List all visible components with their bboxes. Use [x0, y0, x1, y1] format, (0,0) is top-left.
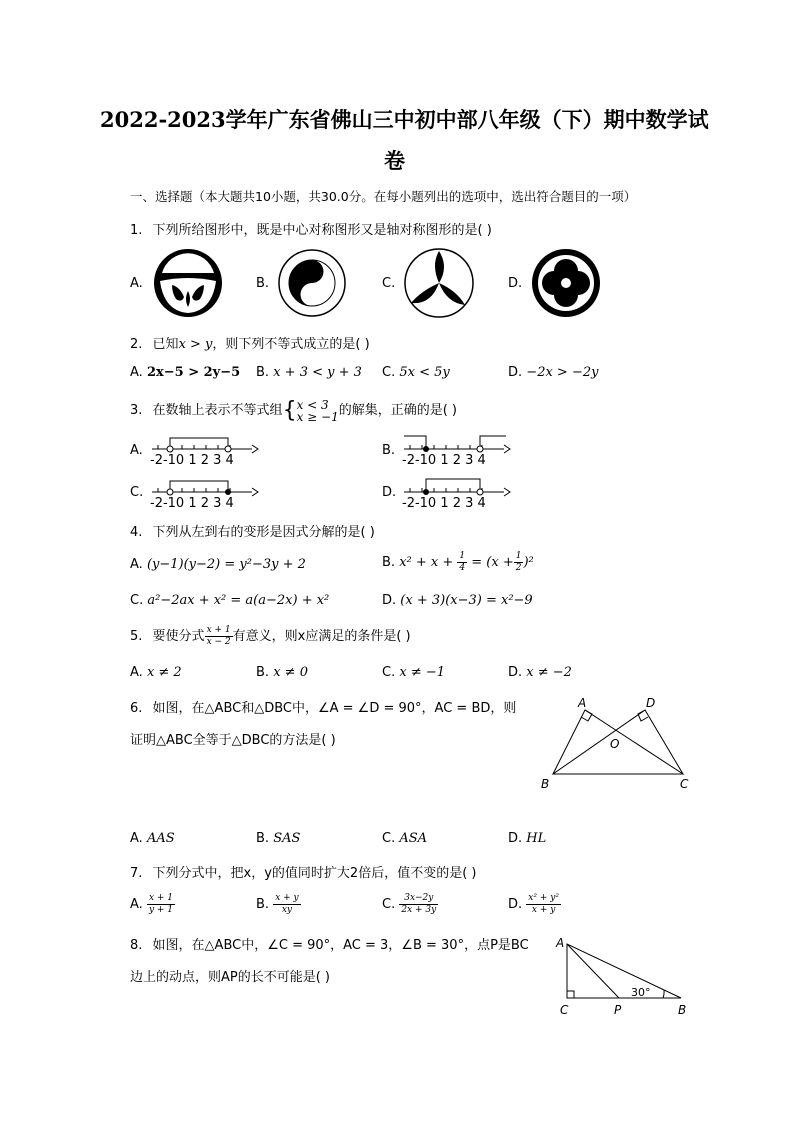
question-3: 3. 在数轴上表示不等式组{ x < 3 x ≥ −1 的解集，正确的是( ) [130, 397, 457, 424]
question-number: 4. [130, 525, 143, 540]
option-c: C. $\frac{3x-2y}{2x + 3y}$ [382, 893, 437, 915]
question-number: 5. [130, 629, 143, 644]
question-number: 1. [130, 223, 143, 238]
question-number: 6. [130, 701, 143, 716]
svg-text:-2-10 1 2 3 4: -2-10 1 2 3 4 [402, 453, 486, 468]
question-stem: ，则下列不等式成立的是( ) [212, 337, 370, 352]
svg-text:-2-10 1 2 3 4: -2-10 1 2 3 4 [150, 453, 234, 468]
question-stem: 如图，在△ABC和△DBC中，∠A = ∠D = 90°，AC = BD，则 [152, 701, 517, 716]
figure-q8-triangle [553, 932, 703, 1020]
figure-a-emblem-icon [152, 247, 224, 319]
number-line-a [148, 430, 260, 468]
page-title-line1: 2022-2023学年广东省佛山三中初中部八年级（下）期中数学试 [100, 107, 709, 132]
svg-text:B: B [678, 1003, 687, 1017]
option-d: D. HL [508, 831, 547, 846]
question-stem: 下列所给图形中，既是中心对称图形又是轴对称图形的是( ) [152, 223, 492, 238]
inequality-system: x < 3 x ≥ −1 [296, 397, 339, 424]
option-c: C. 5x < 5y [382, 365, 450, 380]
question-stem: 的解集，正确的是( ) [338, 403, 457, 418]
svg-text:D: D [646, 696, 656, 710]
option-b: B. x² + x + $\frac{1}{4}$ = (x + $\frac{1}{2}$ )² [382, 551, 534, 573]
option-label: A. [130, 276, 143, 291]
question-stem: 在数轴上表示不等式组 [152, 403, 283, 418]
question-number: 8. [130, 938, 143, 953]
svg-text:30°: 30° [631, 986, 651, 999]
question-stem: 下列分式中，把x，y的值同时扩大2倍后，值不变的是( ) [152, 866, 477, 881]
option-a: A. x ≠ 2 [130, 665, 182, 680]
svg-text:O: O [610, 737, 620, 751]
figure-b-yinyang-icon [277, 248, 347, 318]
question-number: 7. [130, 866, 143, 881]
option-b: B. SAS [256, 831, 301, 846]
option-a: A. 2x−5 > 2y−5 [130, 365, 241, 380]
option-c: C. x ≠ −1 [382, 665, 446, 680]
option-d: D. (x + 3)(x−3) = x²−9 [382, 593, 533, 608]
option-a: A. (y−1)(y−2) = y²−3y + 2 [130, 557, 306, 572]
option-d: D. x ≠ −2 [508, 665, 572, 680]
question-stem: 下列从左到右的变形是因式分解的是( ) [152, 525, 375, 540]
question-number: 2. [130, 337, 143, 352]
question-5 [130, 625, 411, 648]
question-number: 3. [130, 403, 143, 418]
fraction: $\frac{x + 1}{x - 2}$ [206, 625, 231, 647]
question-8-line2: 边上的动点，则AP的长不可能是( ) [130, 970, 331, 985]
option-c: C. ASA [382, 831, 428, 846]
number-line-c [148, 473, 260, 511]
figure-d-four-petals-icon [530, 247, 602, 319]
svg-text:A: A [556, 936, 565, 950]
option-d: D. $\frac{\text{x² + y²}}{x + y}$ [508, 893, 559, 915]
option-label: B. [256, 276, 270, 291]
option-d: D. −2x > −2y [508, 365, 599, 380]
question-stem: 要使分式 [152, 629, 205, 644]
option-label: A. [130, 443, 143, 458]
question-1 [130, 219, 492, 238]
option-label: D. [382, 485, 397, 500]
option-b: B. x ≠ 0 [256, 665, 308, 680]
number-line-d [400, 473, 512, 511]
question-stem: 如图，在△ABC中，∠C = 90°，AC = 3，∠B = 30°，点P是BC [152, 938, 529, 953]
svg-text:-2-10 1 2 3 4: -2-10 1 2 3 4 [150, 496, 234, 511]
svg-text:B: B [541, 777, 550, 791]
question-stem: 有意义，则x应满足的条件是( ) [232, 629, 411, 644]
figure-q6-triangles [535, 694, 700, 794]
svg-text:A: A [578, 696, 587, 710]
svg-text:P: P [614, 1003, 622, 1017]
svg-text:C: C [680, 777, 689, 791]
option-b: B. $\frac{x + y}{xy}$ [256, 893, 299, 915]
number-line-b [400, 430, 512, 468]
math-inline: x > y [178, 337, 213, 352]
option-label: D. [508, 276, 523, 291]
question-6-line1 [130, 697, 516, 716]
svg-text:-2-10 1 2 3 4: -2-10 1 2 3 4 [402, 496, 486, 511]
question-6-line2: 证明△ABC全等于△DBC的方法是( ) [130, 733, 336, 748]
question-2 [130, 333, 370, 352]
option-label: C. [130, 485, 144, 500]
question-4 [130, 521, 375, 540]
option-label: C. [382, 276, 396, 291]
question-7 [130, 862, 476, 881]
option-b: B. x + 3 < y + 3 [256, 365, 362, 380]
option-a: A. $\frac{x + 1}{y + 1}$ [130, 893, 174, 915]
figure-c-three-petals-icon [403, 247, 475, 319]
option-c: C. a²−2ax + x² = a(a−2x) + x² [130, 593, 330, 608]
question-stem: 已知 [152, 337, 179, 352]
option-a: A. AAS [130, 831, 175, 846]
page-title-line2: 卷 [384, 148, 405, 173]
option-label: B. [382, 443, 396, 458]
svg-text:C: C [560, 1003, 569, 1017]
section-heading: 一、选择题（本大题共10小题，共30.0分。在每小题列出的选项中，选出符合题目的一项） [130, 189, 637, 204]
question-8-line1 [130, 934, 529, 953]
